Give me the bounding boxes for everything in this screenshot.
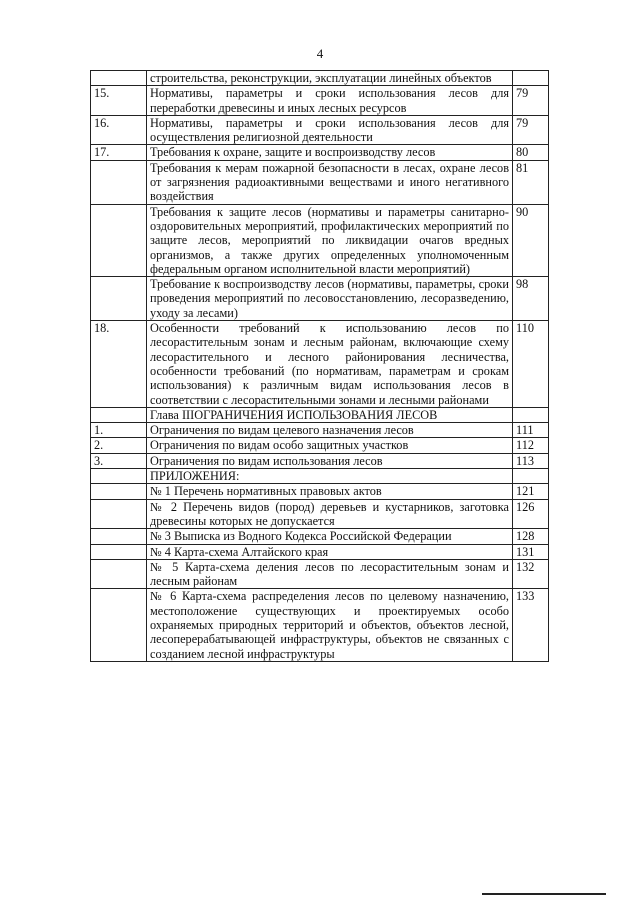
- row-number: [91, 559, 147, 589]
- toc-row: [91, 499, 549, 529]
- row-number: [91, 544, 147, 559]
- row-page: 128: [513, 529, 549, 544]
- row-number: 15.: [91, 86, 147, 116]
- toc-row: [91, 559, 549, 589]
- table-of-contents: [90, 70, 549, 662]
- row-number: [91, 529, 147, 544]
- row-text: № 2 Перечень видов (пород) деревьев и кустарников, заготовка древесины которых не допускается: [147, 499, 513, 529]
- toc-row: [91, 71, 549, 86]
- row-page: [513, 71, 549, 86]
- row-page: 126: [513, 499, 549, 529]
- row-text: Ограничения по видам использования лесов: [147, 453, 513, 468]
- row-number: 1.: [91, 423, 147, 438]
- toc-row: [91, 86, 549, 116]
- row-page: 131: [513, 544, 549, 559]
- row-text: строительства, реконструкции, эксплуатации линейных объектов: [147, 71, 513, 86]
- row-page: 90: [513, 204, 549, 276]
- row-number: [91, 204, 147, 276]
- row-text: Требования к мерам пожарной безопасности в лесах, охране лесов от загрязнения радиоактивными веществами и иного негативного воздействия: [147, 160, 513, 204]
- row-page: 111: [513, 423, 549, 438]
- row-page: 121: [513, 484, 549, 499]
- row-text: № 4 Карта-схема Алтайского края: [147, 544, 513, 559]
- row-page: 132: [513, 559, 549, 589]
- row-text: Нормативы, параметры и сроки использования лесов для переработки древесины и иных лесных ресурсов: [147, 86, 513, 116]
- toc-row: [91, 407, 549, 422]
- row-page: 133: [513, 589, 549, 661]
- page-number: 4: [316, 46, 324, 61]
- row-text: Ограничения по видам целевого назначения лесов: [147, 423, 513, 438]
- row-page: [513, 407, 549, 422]
- row-text: № 1 Перечень нормативных правовых актов: [147, 484, 513, 499]
- row-number: [91, 484, 147, 499]
- row-number: [91, 407, 147, 422]
- toc-row: [91, 544, 549, 559]
- toc-row: [91, 145, 549, 160]
- appendices-heading: ПРИЛОЖЕНИЯ:: [147, 469, 513, 484]
- toc-row: [91, 115, 549, 145]
- row-text: № 6 Карта-схема распределения лесов по целевому назначению, местоположение существующих и проектируемых особо охраняемых природных территорий и объектов, объектов лесной, лесоперерабатывающей инфраструктуры, объектов не связанных с созданием лесной инфраструктуры: [147, 589, 513, 661]
- row-number: [91, 277, 147, 321]
- row-number: [91, 589, 147, 661]
- row-page: [513, 469, 549, 484]
- toc-row: [91, 469, 549, 484]
- toc-row: [91, 321, 549, 408]
- row-text: Требование к воспроизводству лесов (нормативы, параметры, сроки проведения мероприятий по лесовосстановлению, лесоразведению, уходу за лесами): [147, 277, 513, 321]
- toc-row: [91, 423, 549, 438]
- row-text: Требования к охране, защите и воспроизводству лесов: [147, 145, 513, 160]
- row-text: № 5 Карта-схема деления лесов по лесорастительным зонам и лесным районам: [147, 559, 513, 589]
- row-text: Требования к защите лесов (нормативы и параметры санитарно-оздоровительных мероприятий, профилактических мероприятий по защите лесов, мероприятий по ликвидации очагов вредных организмов, а также других определенных уполномоченным федеральным органом исполнительной власти мероприятий): [147, 204, 513, 276]
- row-page: 81: [513, 160, 549, 204]
- chapter-heading: Глава IIIОГРАНИЧЕНИЯ ИСПОЛЬЗОВАНИЯ ЛЕСОВ: [147, 407, 513, 422]
- row-number: 2.: [91, 438, 147, 453]
- toc-row: [91, 589, 549, 661]
- toc-row: [91, 277, 549, 321]
- row-number: [91, 469, 147, 484]
- toc-row: [91, 453, 549, 468]
- row-number: 3.: [91, 453, 147, 468]
- row-text: Ограничения по видам особо защитных участков: [147, 438, 513, 453]
- toc-row: [91, 484, 549, 499]
- row-page: 113: [513, 453, 549, 468]
- row-number: [91, 499, 147, 529]
- row-number: 18.: [91, 321, 147, 408]
- row-page: 112: [513, 438, 549, 453]
- row-text: Особенности требований к использованию лесов по лесорастительным зонам и лесным районам, включающие схему лесорастительного и лесного районирования лесничества, особенности требований (по нормативам, параметрам и срокам использования) к различным видам использования лесов в соответствии с лесорастительными зонами и лесными районами: [147, 321, 513, 408]
- row-page: 79: [513, 115, 549, 145]
- bottom-rule: [482, 893, 606, 895]
- row-number: [91, 160, 147, 204]
- row-number: 17.: [91, 145, 147, 160]
- toc-row: [91, 438, 549, 453]
- toc-row: [91, 204, 549, 276]
- row-text: № 3 Выписка из Водного Кодекса Российской Федерации: [147, 529, 513, 544]
- row-number: [91, 71, 147, 86]
- row-page: 98: [513, 277, 549, 321]
- toc-row: [91, 529, 549, 544]
- row-page: 80: [513, 145, 549, 160]
- toc-row: [91, 160, 549, 204]
- row-number: 16.: [91, 115, 147, 145]
- row-text: Нормативы, параметры и сроки использования лесов для осуществления религиозной деятельности: [147, 115, 513, 145]
- row-page: 110: [513, 321, 549, 408]
- row-page: 79: [513, 86, 549, 116]
